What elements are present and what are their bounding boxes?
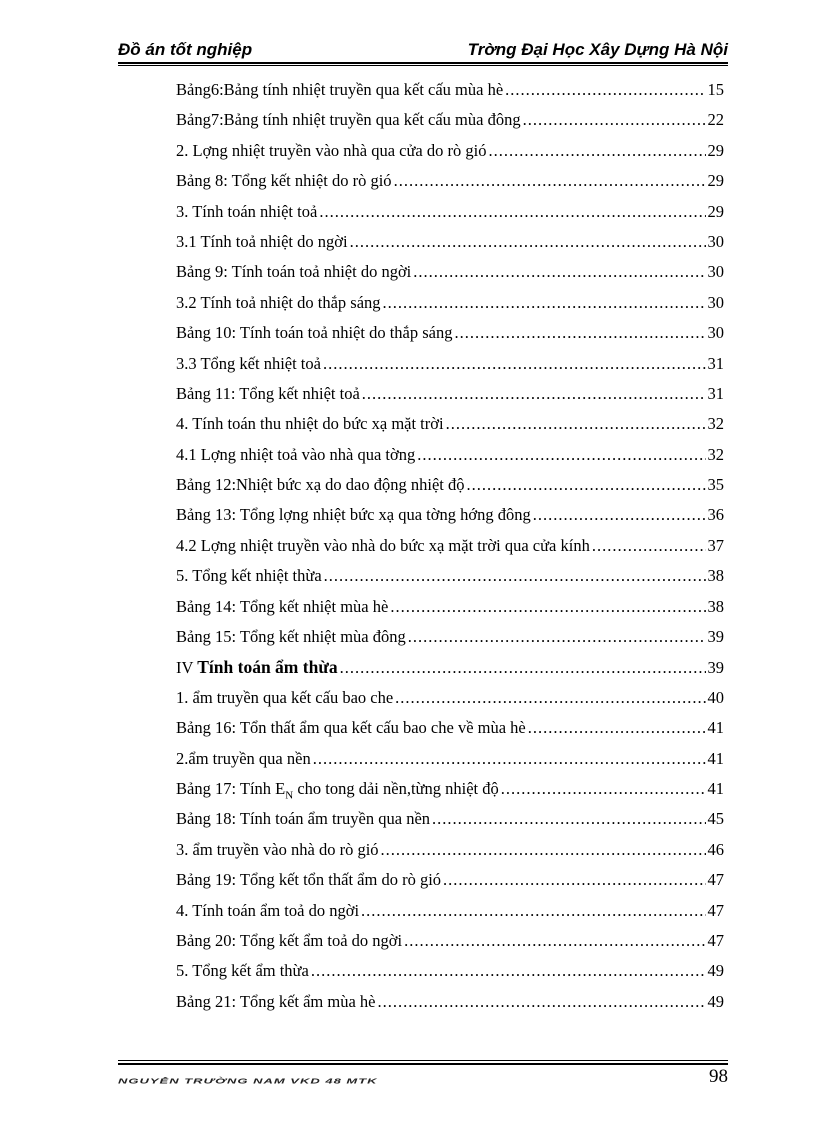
toc-entry-text: 3.2 Tính toả nhiệt do thắp sáng — [176, 292, 381, 312]
toc-dot-leader — [340, 658, 706, 678]
toc-entry — [176, 414, 724, 444]
toc-dot-leader — [404, 931, 705, 951]
toc-entry — [176, 384, 724, 414]
toc-entry-title — [176, 354, 321, 374]
toc-entry-page: 15 — [707, 80, 724, 99]
toc-entry-page: 29 — [707, 201, 724, 221]
toc-entry-prefix: IV — [176, 658, 198, 678]
toc-dot-leader — [350, 232, 706, 252]
toc-entry — [176, 505, 724, 535]
toc-entry-text: 4.1 Lợng nhiệt toả vào nhà qua tờng — [176, 444, 416, 464]
toc-entry-page: 32 — [707, 414, 724, 434]
toc-entry-title — [176, 505, 531, 525]
toc-entry-page: 30 — [707, 262, 724, 282]
toc-dot-leader — [319, 202, 705, 222]
toc-entry-page: 38 — [707, 596, 724, 616]
toc-entry-text: 3.1 Tính toả nhiệt do ngời — [176, 231, 348, 251]
toc-entry — [176, 566, 724, 596]
toc-dot-leader — [324, 566, 706, 586]
toc-entry-title — [176, 718, 526, 738]
toc-dot-leader — [528, 718, 706, 738]
toc-entry-text-suffix: cho tong dải nền,từng nhiệt độ — [293, 778, 499, 798]
footer-rule — [118, 1063, 728, 1065]
page-footer — [118, 1060, 728, 1100]
toc-entry-title — [176, 262, 411, 282]
toc-entry-page: 41 — [707, 778, 724, 798]
toc-entry-title — [176, 840, 379, 860]
toc-entry-title — [176, 779, 499, 801]
toc-entry-title — [176, 232, 348, 252]
toc-entry-title — [176, 870, 441, 890]
toc-entry-title — [176, 414, 444, 434]
toc-entry — [176, 232, 724, 262]
toc-dot-leader — [313, 749, 706, 769]
toc-dot-leader — [466, 475, 705, 495]
header-rule-thin — [118, 65, 728, 66]
toc-entry-text: Bảng 10: Tính toán toả nhiệt do thắp sáng — [176, 323, 453, 343]
header-university: Trờng Đại Học Xây Dựng Hà Nội — [467, 40, 728, 59]
toc-entry — [176, 323, 724, 353]
toc-entry-text: Bảng 15: Tổng kết nhiệt mùa đông — [176, 627, 406, 647]
toc-entry-page: 49 — [707, 961, 724, 981]
toc-entry — [176, 597, 724, 627]
toc-entry-text: Bảng7:Bảng tính nhiệt truyền qua kết cấu mùa đông — [176, 110, 521, 130]
toc-entry-page: 49 — [707, 991, 724, 1011]
table-of-contents — [176, 80, 724, 1022]
toc-entry-page: 30 — [707, 323, 724, 343]
toc-entry-page: 46 — [707, 839, 724, 859]
toc-dot-leader — [505, 80, 705, 100]
toc-entry-text: 2.ẩm truyền qua nền — [176, 748, 311, 768]
toc-entry-page: 39 — [707, 627, 724, 647]
toc-entry-text: 5. Tổng kết nhiệt thừa — [176, 566, 322, 586]
toc-entry-page: 22 — [707, 110, 724, 130]
toc-dot-leader — [592, 536, 706, 556]
toc-entry — [176, 961, 724, 991]
toc-entry — [176, 840, 724, 870]
toc-entry — [176, 809, 724, 839]
toc-entry-page: 36 — [707, 505, 724, 525]
toc-entry-title — [176, 323, 453, 343]
toc-dot-leader — [323, 354, 706, 374]
toc-entry-text: Bảng6:Bảng tính nhiệt truyền qua kết cấu mùa hè — [176, 80, 504, 99]
toc-entry — [176, 992, 724, 1022]
toc-entry-title — [176, 566, 322, 586]
header-doc-title: Đồ án tốt nghiệp — [118, 40, 253, 59]
toc-entry-title — [176, 475, 464, 495]
page-header — [118, 38, 728, 66]
toc-entry-page: 47 — [707, 930, 724, 950]
toc-entry-page: 30 — [707, 231, 724, 251]
toc-entry-page: 47 — [707, 870, 724, 890]
toc-entry — [176, 262, 724, 292]
toc-entry-heading: Tính toán ẩm thừa — [197, 657, 338, 678]
toc-entry-page: 31 — [707, 383, 724, 403]
toc-dot-leader — [417, 445, 705, 465]
toc-entry-title — [176, 992, 376, 1012]
toc-entry-text: 3. ẩm truyền vào nhà do rò gió — [176, 839, 379, 859]
toc-dot-leader — [488, 141, 705, 161]
toc-dot-leader — [501, 779, 706, 799]
toc-entry — [176, 779, 724, 809]
toc-entry-page: 41 — [707, 718, 724, 738]
toc-entry-page: 45 — [707, 809, 724, 829]
toc-entry-page: 38 — [707, 566, 724, 586]
toc-entry-title — [176, 597, 388, 617]
toc-entry-title — [176, 809, 430, 829]
toc-entry — [176, 688, 724, 718]
toc-entry-text: Bảng 16: Tổn thất ẩm qua kết cấu bao che về mùa hè — [176, 718, 526, 738]
toc-entry-title — [176, 384, 360, 404]
toc-dot-leader — [390, 597, 705, 617]
toc-entry — [176, 171, 724, 201]
toc-entry-text: Bảng 18: Tính toán ẩm truyền qua nền — [176, 809, 431, 829]
toc-entry-text: Bảng 20: Tổng kết ẩm toả do ngời — [176, 930, 403, 950]
toc-entry-text: 5. Tổng kết ẩm thừa — [176, 961, 309, 981]
toc-entry-text: 1. ẩm truyền qua kết cấu bao che — [176, 687, 394, 707]
toc-entry-page: 40 — [707, 687, 724, 707]
toc-entry-text: 3. Tính toán nhiệt toả — [176, 201, 318, 221]
toc-entry-title — [176, 80, 503, 100]
toc-dot-leader — [362, 384, 706, 404]
toc-entry-title — [176, 657, 338, 678]
toc-entry-page: 31 — [707, 353, 724, 373]
toc-entry-text: Bảng 11: Tổng kết nhiệt toả — [176, 383, 360, 403]
toc-entry — [176, 202, 724, 232]
toc-entry-text: Bảng 17: Tính E — [176, 778, 286, 798]
toc-dot-leader — [381, 840, 706, 860]
toc-entry-text: 4.2 Lợng nhiệt truyền vào nhà do bức xạ mặt trời qua cửa kính — [176, 535, 590, 555]
toc-dot-leader — [432, 809, 705, 829]
toc-entry — [176, 749, 724, 779]
toc-entry-title — [176, 202, 317, 222]
toc-entry-text: 3.3 Tổng kết nhiệt toả — [176, 353, 321, 373]
toc-entry — [176, 293, 724, 323]
toc-dot-leader — [455, 323, 706, 343]
toc-entry-text: Bảng 19: Tổng kết tổn thất ẩm do rò gió — [176, 870, 442, 890]
toc-entry-title — [176, 293, 381, 313]
toc-entry-title — [176, 749, 311, 769]
toc-entry-page: 47 — [707, 900, 724, 920]
toc-dot-leader — [446, 414, 706, 434]
toc-entry-text: 4. Tính toán thu nhiệt do bức xạ mặt trời — [176, 414, 444, 434]
toc-dot-leader — [408, 627, 706, 647]
toc-dot-leader — [395, 688, 705, 708]
toc-entry-page: 32 — [707, 444, 724, 464]
toc-entry-title — [176, 627, 406, 647]
toc-entry — [176, 445, 724, 475]
toc-entry-title — [176, 536, 590, 556]
toc-entry-page: 39 — [707, 658, 724, 678]
toc-entry-text: Bảng 9: Tính toán toả nhiệt do ngời — [176, 262, 412, 282]
toc-entry — [176, 931, 724, 961]
toc-entry — [176, 80, 724, 110]
toc-entry — [176, 627, 724, 657]
toc-entry — [176, 141, 724, 171]
toc-entry-page: 29 — [707, 140, 724, 160]
toc-dot-leader — [523, 110, 706, 130]
toc-entry-title — [176, 171, 392, 191]
toc-entry — [176, 354, 724, 384]
toc-entry-text: 4. Tính toán ẩm toả do ngời — [176, 900, 360, 920]
toc-entry-title — [176, 901, 359, 921]
toc-entry — [176, 870, 724, 900]
toc-entry — [176, 718, 724, 748]
toc-entry-page: 29 — [707, 171, 724, 191]
toc-entry — [176, 901, 724, 931]
footer-author: NGUYỄN TRƯỜNG NAM VKD 48 MTK — [118, 1076, 378, 1085]
toc-entry-title — [176, 445, 415, 465]
toc-entry — [176, 110, 724, 140]
toc-entry-text: Bảng 8: Tổng kết nhiệt do rò gió — [176, 171, 392, 191]
toc-entry-text: 2. Lợng nhiệt truyền vào nhà qua cửa do rò gió — [176, 140, 487, 160]
toc-entry — [176, 536, 724, 566]
toc-dot-leader — [311, 961, 706, 981]
toc-entry-title — [176, 688, 393, 708]
toc-entry-subscript: N — [285, 789, 294, 802]
toc-entry-title — [176, 110, 521, 130]
toc-entry — [176, 475, 724, 505]
footer-rule-thin — [118, 1060, 728, 1061]
toc-entry-page: 35 — [707, 475, 724, 495]
toc-dot-leader — [413, 262, 705, 282]
toc-dot-leader — [443, 870, 705, 890]
toc-entry — [176, 657, 724, 687]
toc-dot-leader — [361, 901, 705, 921]
toc-entry-text: Bảng 14: Tổng kết nhiệt mùa hè — [176, 596, 389, 616]
toc-entry-text: Bảng 21: Tổng kết ẩm mùa hè — [176, 991, 376, 1011]
toc-entry-title — [176, 961, 309, 981]
toc-entry-page: 30 — [707, 292, 724, 312]
page-number: 98 — [709, 1066, 728, 1087]
toc-entry-text: Bảng 12:Nhiệt bức xạ do dao động nhiệt độ — [176, 475, 465, 495]
header-rule — [118, 62, 728, 64]
toc-entry-title — [176, 141, 486, 161]
toc-entry-page: 41 — [707, 748, 724, 768]
toc-entry-title — [176, 931, 402, 951]
toc-entry-page: 37 — [707, 535, 724, 555]
toc-dot-leader — [383, 293, 706, 313]
toc-entry-text: Bảng 13: Tổng lợng nhiệt bức xạ qua tờng hớng đông — [176, 505, 531, 525]
toc-dot-leader — [533, 505, 706, 525]
toc-dot-leader — [394, 171, 706, 191]
toc-dot-leader — [378, 992, 706, 1012]
